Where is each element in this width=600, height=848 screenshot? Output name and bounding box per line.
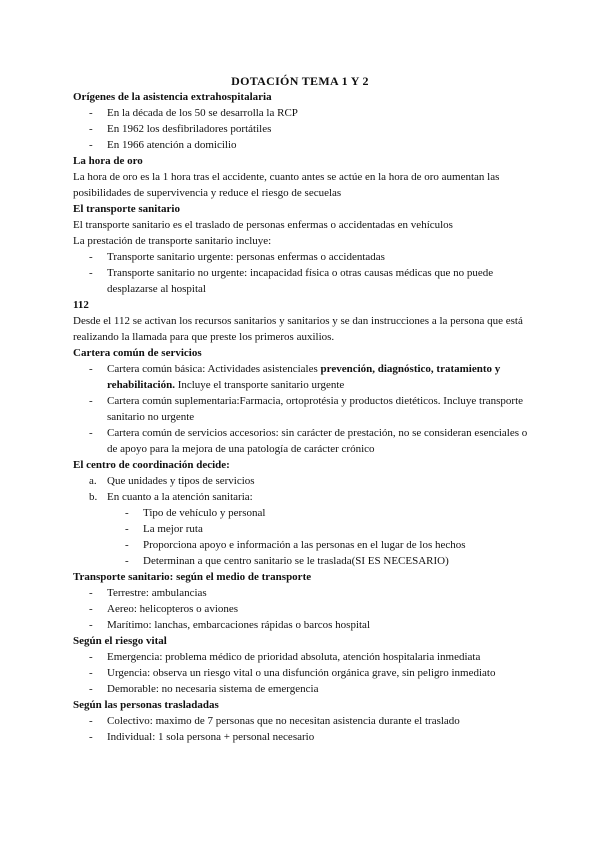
section-heading: El centro de coordinación decide: bbox=[73, 459, 230, 471]
dash-marker: - bbox=[125, 555, 129, 567]
page-title: DOTACIÓN TEMA 1 Y 2 bbox=[231, 74, 369, 88]
list-item: - Terrestre: ambulancias bbox=[89, 587, 207, 599]
sub-list-item: - Determinan a que centro sanitario se le traslada(SI ES NECESARIO) bbox=[125, 555, 449, 567]
dash-marker: - bbox=[89, 619, 93, 631]
list-item: - Emergencia: problema médico de prioridad absoluta, atención hospitalaria inmediata bbox=[89, 651, 481, 663]
section-heading: Según las personas trasladadas bbox=[73, 699, 219, 711]
dash-marker: - bbox=[89, 683, 93, 695]
dash-marker: - bbox=[89, 427, 93, 439]
list-item: - Cartera común suplementaria:Farmacia, ortoprotésia y productos dietéticos. Incluye transporte sanitario no urgente bbox=[89, 395, 524, 423]
list-item: b. En cuanto a la atención sanitaria: bbox=[89, 491, 253, 503]
section-heading: 112 bbox=[73, 299, 89, 311]
letter-marker: b. bbox=[89, 491, 98, 503]
section-heading: El transporte sanitario bbox=[73, 203, 180, 215]
dash-marker: - bbox=[89, 267, 93, 279]
bold-text: prevención, diagnóstico, tratamiento y rehabilitación. bbox=[107, 363, 501, 391]
dash-marker: - bbox=[89, 139, 93, 151]
list-item: - Urgencia: observa un riesgo vital o una disfunción orgánica grave, sin peligro inmediato bbox=[89, 667, 496, 679]
list-item: - En 1962 los desfibriladores portátiles bbox=[89, 123, 272, 135]
dash-marker: - bbox=[89, 731, 93, 743]
section-heading: Según el riesgo vital bbox=[73, 635, 167, 647]
list-item: - Demorable: no necesaria sistema de emergencia bbox=[89, 683, 319, 695]
list-item: a. Que unidades y tipos de servicios bbox=[89, 475, 255, 487]
dash-marker: - bbox=[125, 539, 129, 551]
list-item: - Cartera común de servicios accesorios: sin carácter de prestación, no se consideran esenciales o de apoyo para la mejora de una patología de carácter crónico bbox=[89, 427, 528, 455]
dash-marker: - bbox=[125, 523, 129, 535]
paragraph: La hora de oro es la 1 hora tras el accidente, cuanto antes se actúe en la hora de oro aumentan las posibilidades de supervivencia y reduce el riesgo de secuelas bbox=[73, 171, 500, 199]
paragraph: Desde el 112 se activan los recursos sanitarios y sanitarios y se dan instrucciones a la persona que está realizando la llamada para que preste los primeros auxilios. bbox=[73, 315, 523, 343]
sub-list-item: - Tipo de vehículo y personal bbox=[125, 507, 266, 519]
paragraph: El transporte sanitario es el traslado de personas enfermas o accidentadas en vehículos bbox=[73, 219, 453, 231]
list-item: - En la década de los 50 se desarrolla la RCP bbox=[89, 107, 298, 119]
list-item: - Transporte sanitario no urgente: incapacidad física o otras causas médicas que no puede desplazarse al hospital bbox=[89, 267, 494, 295]
list-item: - Individual: 1 sola persona + personal necesario bbox=[89, 731, 315, 743]
list-item: - Cartera común básica: Actividades asistenciales prevención, diagnóstico, tratamiento y rehabilitación. Incluye el transporte sanitario urgente bbox=[89, 363, 501, 391]
list-item: - En 1966 atención a domicilio bbox=[89, 139, 237, 151]
paragraph: La prestación de transporte sanitario incluye: bbox=[73, 235, 272, 247]
list-item: - Aereo: helicopteros o aviones bbox=[89, 603, 239, 615]
list-item: - Marítimo: lanchas, embarcaciones rápidas o barcos hospital bbox=[89, 619, 370, 631]
list-item: - Colectivo: maximo de 7 personas que no necesitan asistencia durante el traslado bbox=[89, 715, 460, 727]
sub-list-item: - La mejor ruta bbox=[125, 523, 203, 535]
dash-marker: - bbox=[89, 363, 93, 375]
dash-marker: - bbox=[89, 107, 93, 119]
dash-marker: - bbox=[89, 395, 93, 407]
dash-marker: - bbox=[89, 123, 93, 135]
dash-marker: - bbox=[125, 507, 129, 519]
dash-marker: - bbox=[89, 651, 93, 663]
document-body bbox=[73, 89, 533, 745]
section-heading: Orígenes de la asistencia extrahospitalaria bbox=[73, 91, 272, 103]
dash-marker: - bbox=[89, 603, 93, 615]
section-heading: Transporte sanitario: según el medio de transporte bbox=[73, 571, 312, 583]
dash-marker: - bbox=[89, 715, 93, 727]
section-heading: Cartera común de servicios bbox=[73, 347, 202, 359]
sub-list-item: - Proporciona apoyo e información a las personas en el lugar de los hechos bbox=[125, 539, 466, 551]
dash-marker: - bbox=[89, 667, 93, 679]
list-item: - Transporte sanitario urgente: personas enfermas o accidentadas bbox=[89, 251, 385, 263]
dash-marker: - bbox=[89, 587, 93, 599]
dash-marker: - bbox=[89, 251, 93, 263]
section-heading: La hora de oro bbox=[73, 155, 143, 167]
letter-marker: a. bbox=[89, 475, 97, 487]
